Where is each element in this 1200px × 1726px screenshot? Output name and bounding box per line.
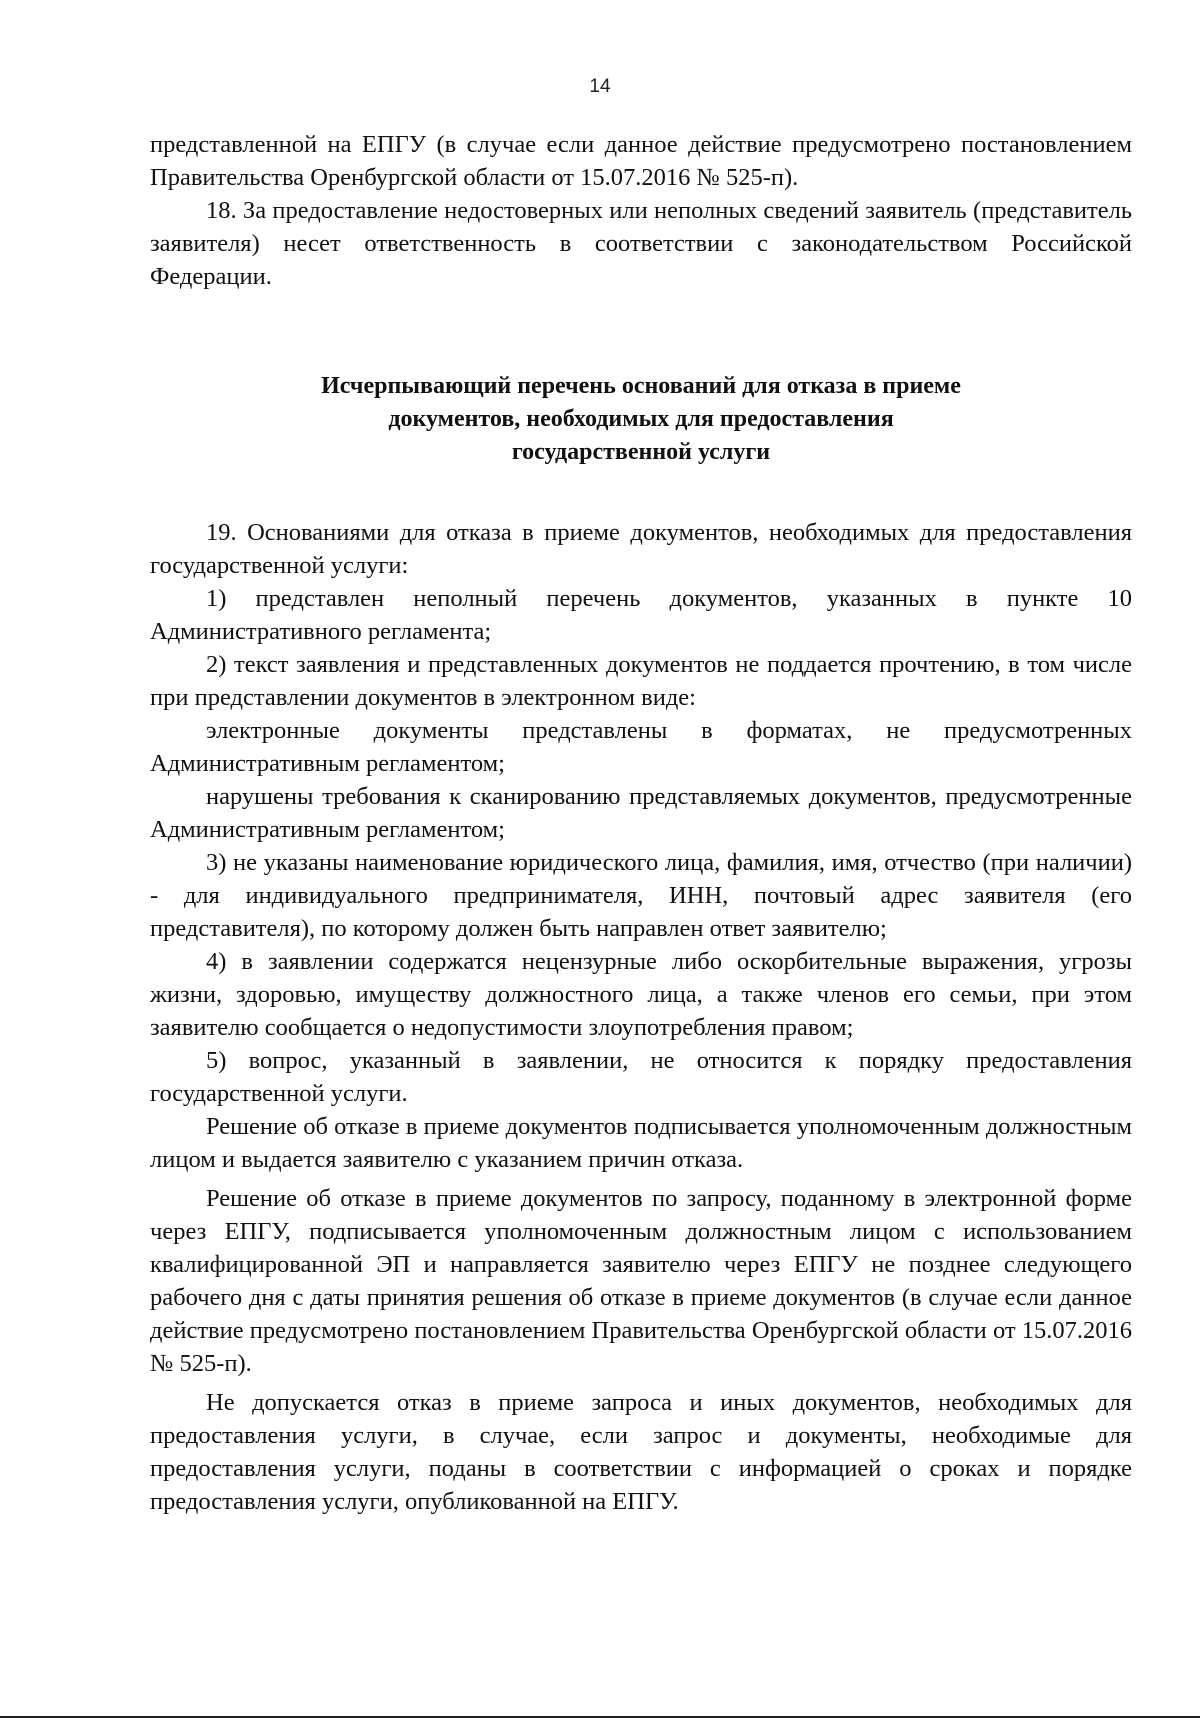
- section-heading: [150, 370, 1132, 469]
- paragraph: представленной на ЕПГУ (в случае если данное действие предусмотрено постановлением Правительства Оренбургской области от 15.07.2016 № 525-п).: [150, 131, 1132, 191]
- paragraph-19: 19. Основаниями для отказа в приеме документов, необходимых для предоставления государственной услуги:: [150, 519, 1132, 579]
- page-number: 14: [589, 76, 611, 97]
- list-item-1: 1) представлен неполный перечень документов, указанных в пункте 10 Административного регламента;: [150, 585, 1132, 645]
- heading-line: Исчерпывающий перечень оснований для отказа в приеме: [321, 373, 961, 399]
- list-subitem-formats: электронные документы представлены в форматах, не предусмотренных Административным регламентом;: [150, 717, 1132, 777]
- list-subitem-scanning: нарушены требования к сканированию представляемых документов, предусмотренные Административным регламентом;: [150, 783, 1132, 843]
- list-item-3: 3) не указаны наименование юридического лица, фамилия, имя, отчество (при наличии) - для индивидуального предпринимателя, ИНН, почтовый адрес заявителя (его представителя), по которому должен быть направлен ответ заявителю;: [150, 849, 1132, 942]
- paragraph-no-refusal: Не допускается отказ в приеме запроса и иных документов, необходимых для предоставления услуги, в случае, если запрос и документы, необходимые для предоставления услуги, поданы в соответствии с информацией о сроках и порядке предоставления услуги, опубликованной на ЕПГУ.: [150, 1389, 1132, 1515]
- bottom-scan-edge: [0, 1716, 1200, 1718]
- paragraph-refusal-decision: Решение об отказе в приеме документов подписывается уполномоченным должностным лицом и выдается заявителю с указанием причин отказа.: [150, 1113, 1132, 1173]
- list-item-5: 5) вопрос, указанный в заявлении, не относится к порядку предоставления государственной услуги.: [150, 1047, 1132, 1107]
- paragraph-18: 18. За предоставление недостоверных или неполных сведений заявитель (представитель заявителя) несет ответственность в соответствии с законодательством Российской Федерации.: [150, 197, 1132, 290]
- heading-line: документов, необходимых для предоставления: [388, 406, 894, 432]
- document-body: [150, 128, 1132, 1518]
- list-item-2: 2) текст заявления и представленных документов не поддается прочтению, в том числе при представлении документов в электронном виде:: [150, 651, 1132, 711]
- paragraph-electronic-refusal: Решение об отказе в приеме документов по запросу, поданному в электронной форме через ЕПГУ, подписывается уполномоченным должностным лицом с использованием квалифицированной ЭП и направляется заявителю через ЕПГУ не позднее следующего рабочего дня с даты принятия решения об отказе в приеме документов (в случае если данное действие предусмотрено постановлением Правительства Оренбургской области от 15.07.2016 № 525-п).: [150, 1185, 1132, 1377]
- list-item-4: 4) в заявлении содержатся нецензурные либо оскорбительные выражения, угрозы жизни, здоровью, имуществу должностного лица, а также членов его семьи, при этом заявителю сообщается о недопустимости злоупотребления правом;: [150, 948, 1132, 1041]
- heading-line: государственной услуги: [511, 439, 771, 465]
